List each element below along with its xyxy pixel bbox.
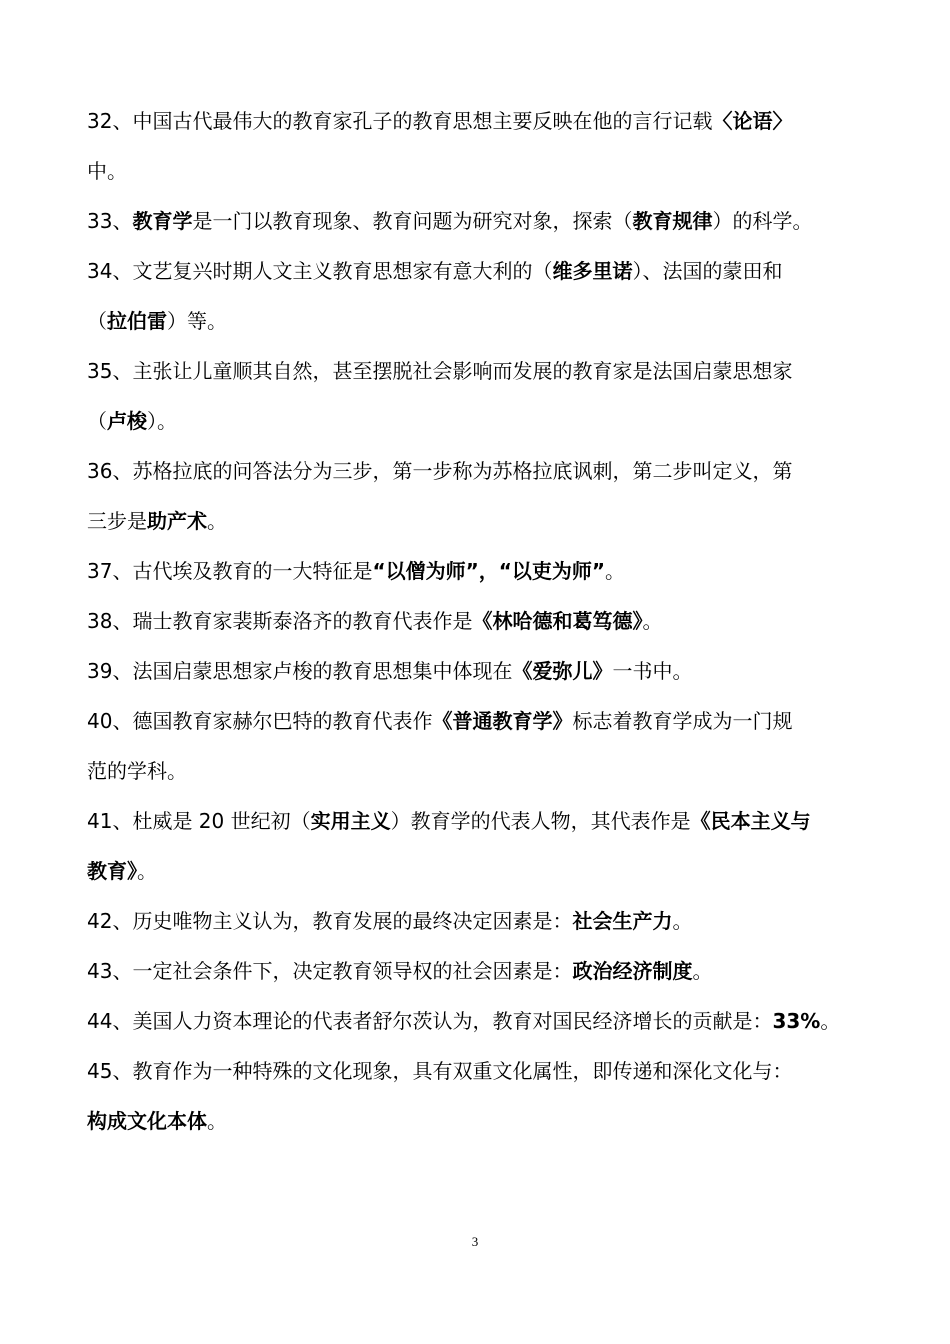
question-item (87, 646, 887, 696)
bold-answer-text: “以僧为师”，“以吏为师” (372, 559, 606, 583)
question-item (87, 946, 887, 996)
question-text: 42、历史唯物主义认为，教育发展的最终决定因素是： (87, 909, 573, 933)
question-text: 44、美国人力资本理论的代表者舒尔茨认为，教育对国民经济增长的贡献是： (87, 1009, 773, 1033)
question-item (87, 696, 887, 746)
bold-answer-text: 政治经济制度 (572, 959, 693, 983)
bold-answer-text: 拉伯雷 (107, 309, 167, 333)
question-text: 。 (692, 959, 713, 983)
question-text: 40、德国教育家赫尔巴特的教育代表作 (87, 709, 433, 733)
question-text: 35、主张让儿童顺其自然，甚至摆脱社会影响而发展的教育家是法国启蒙思想家 (87, 359, 793, 383)
question-item (87, 796, 887, 846)
bold-answer-text: 卢梭 (107, 409, 147, 433)
question-text: 。 (207, 1109, 227, 1133)
bold-answer-text: 助产术 (147, 509, 207, 533)
bold-answer-text: 维多里诺 (552, 259, 633, 283)
question-item-continuation (87, 746, 887, 796)
question-text: （ (87, 409, 107, 433)
bold-answer-text: 《普通教育学》 (432, 709, 573, 733)
question-text: 33、 (87, 209, 133, 233)
question-text: 标志着教育学成为一门规 (572, 709, 793, 733)
question-item-continuation (87, 296, 887, 346)
question-item (87, 246, 887, 296)
question-text: ）教育学的代表人物，其代表作是 (390, 809, 691, 833)
question-item (87, 96, 887, 146)
question-item (87, 346, 887, 396)
question-text: 41、杜威是 20 世纪初（ (87, 809, 311, 833)
page-number: 3 (471, 1234, 479, 1249)
question-text: ）等。 (167, 309, 227, 333)
question-item (87, 596, 887, 646)
question-text: 37、古代埃及教育的一大特征是 (87, 559, 373, 583)
bold-answer-text: 33% (772, 1009, 821, 1033)
question-text: 一书中。 (612, 659, 693, 683)
question-item (87, 546, 887, 596)
question-text: 范的学科。 (87, 759, 187, 783)
question-text: ）、法国的蒙田和 (632, 259, 783, 283)
question-text: 38、瑞士教育家裴斯泰洛齐的教育代表作是 (87, 609, 473, 633)
bold-answer-text: 《林哈德和葛笃德》 (472, 609, 643, 633)
question-text: 。 (820, 1009, 841, 1033)
question-item (87, 996, 887, 1046)
bold-answer-text: 教育》 (87, 859, 137, 883)
question-text: 。 (207, 509, 227, 533)
question-text: 32、中国古代最伟大的教育家孔子的教育思想主要反映在他的言行记载 (87, 109, 713, 133)
question-text: 。 (605, 559, 626, 583)
question-item (87, 196, 887, 246)
question-text: 。 (137, 859, 157, 883)
bold-answer-text: 《民本主义与 (690, 809, 811, 833)
question-text: ）。 (147, 409, 177, 433)
question-text: （ (87, 309, 107, 333)
question-text: 45、教育作为一种特殊的文化现象，具有双重文化属性，即传递和深化文化与： (87, 1059, 793, 1083)
question-item (87, 446, 887, 496)
bold-answer-text: 教育学 (132, 209, 193, 233)
question-item (87, 896, 887, 946)
bold-answer-text: 〈论语〉 (712, 109, 793, 133)
question-text: 36、苏格拉底的问答法分为三步，第一步称为苏格拉底讽刺，第二步叫定义，第 (87, 459, 793, 483)
question-item (87, 1046, 887, 1096)
question-text: 39、法国启蒙思想家卢梭的教育思想集中体现在 (87, 659, 513, 683)
question-text: 三步是 (87, 509, 147, 533)
question-text: 是一门以教育现象、教育问题为研究对象，探索（ (192, 209, 633, 233)
question-text: ）的科学。 (712, 209, 813, 233)
question-item-continuation (87, 1096, 887, 1146)
question-text: 中。 (87, 159, 127, 183)
question-item-continuation (87, 146, 887, 196)
question-text: 34、文艺复兴时期人文主义教育思想家有意大利的（ (87, 259, 553, 283)
question-item-continuation (87, 496, 887, 546)
question-item-continuation (87, 846, 887, 896)
question-text: 。 (642, 609, 663, 633)
bold-answer-text: 社会生产力 (572, 909, 673, 933)
bold-answer-text: 实用主义 (310, 809, 391, 833)
bold-answer-text: 构成文化本体 (87, 1109, 207, 1133)
question-text: 。 (672, 909, 693, 933)
bold-answer-text: 《爱弥儿》 (512, 659, 613, 683)
bold-answer-text: 教育规律 (632, 209, 713, 233)
question-item-continuation (87, 396, 887, 446)
question-text: 43、一定社会条件下，决定教育领导权的社会因素是： (87, 959, 573, 983)
